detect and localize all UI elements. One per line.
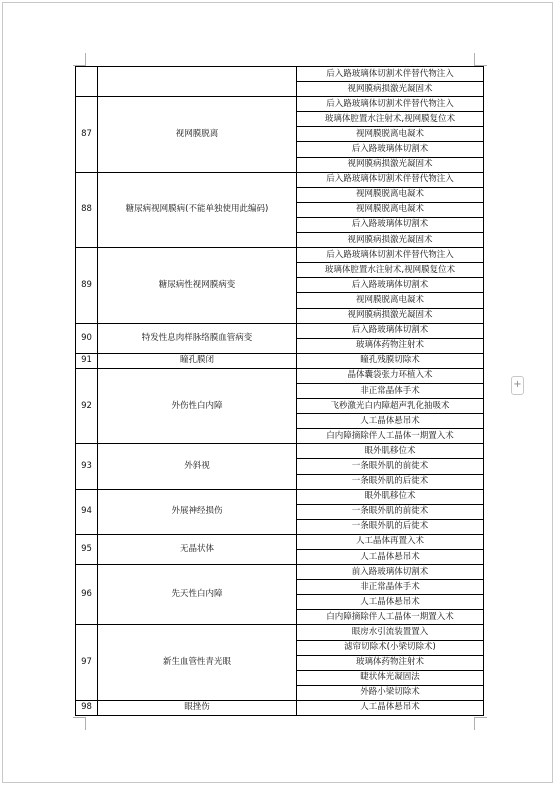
disease-name: 糖尿病性视网膜病变	[98, 248, 297, 323]
table-row	[76, 248, 484, 263]
procedure-name: 眼房水引流装置置入	[297, 625, 484, 640]
procedure-name: 玻璃体药物注射术	[297, 338, 484, 353]
procedure-name: 后入路玻璃体切割术	[297, 278, 484, 293]
procedure-name: 后入路玻璃体切割术	[297, 323, 484, 338]
procedure-name: 飞秒激光白内障超声乳化抽吸术	[297, 399, 484, 414]
disease-name: 外展神经损伤	[98, 489, 297, 534]
table-row	[76, 489, 484, 504]
procedure-name: 后入路玻璃体切割术	[297, 217, 484, 232]
table-row	[76, 625, 484, 640]
disease-name: 糖尿病视网膜病(不能单独使用此编码)	[98, 172, 297, 247]
table-row	[76, 172, 484, 187]
procedure-name: 视网膜脱离电凝术	[297, 202, 484, 217]
procedure-name: 后入路玻璃体切割术伴替代物注入	[297, 97, 484, 112]
disease-name: 视网膜脱离	[98, 97, 297, 172]
procedure-name: 视网膜脱离电凝术	[297, 127, 484, 142]
plus-icon[interactable]: +	[511, 376, 524, 395]
procedure-name: 视网膜病损激光凝固术	[297, 233, 484, 248]
procedure-name: 一条眼外肌的前徙术	[297, 459, 484, 474]
row-number: 93	[76, 444, 98, 489]
procedure-name: 眼外肌移位术	[297, 489, 484, 504]
disease-name: 无晶状体	[98, 534, 297, 564]
procedure-name: 玻璃体腔置水注射术,视网膜复位术	[297, 112, 484, 127]
row-number: 94	[76, 489, 98, 534]
row-number: 87	[76, 97, 98, 172]
row-number	[76, 67, 98, 97]
table-row	[76, 353, 484, 368]
table-row	[76, 97, 484, 112]
row-number: 97	[76, 625, 98, 700]
procedure-name: 视网膜病损激光凝固术	[297, 82, 484, 97]
procedure-name: 视网膜脱离电凝术	[297, 293, 484, 308]
procedure-name: 后入路玻璃体切割术伴替代物注入	[297, 172, 484, 187]
disease-name: 眼挫伤	[98, 700, 297, 715]
row-number: 88	[76, 172, 98, 247]
procedure-name: 人工晶体悬吊术	[297, 700, 484, 715]
table-row	[76, 368, 484, 383]
procedure-name: 一条眼外肌的前徙术	[297, 504, 484, 519]
procedure-name: 睫状体光凝固法	[297, 670, 484, 685]
disease-name: 特发性息肉样脉络膜血管病变	[98, 323, 297, 353]
procedure-name: 玻璃体药物注射术	[297, 655, 484, 670]
row-number: 89	[76, 248, 98, 323]
disease-name: 新生血管性青光眼	[98, 625, 297, 700]
table-row	[76, 67, 484, 82]
procedure-name: 前入路玻璃体切割术	[297, 565, 484, 580]
procedure-name: 白内障摘除伴人工晶体一期置入术	[297, 429, 484, 444]
row-number: 92	[76, 368, 98, 443]
procedure-name: 白内障摘除伴人工晶体一期置入术	[297, 610, 484, 625]
table-row	[76, 534, 484, 549]
procedure-name: 人工晶体悬吊术	[297, 414, 484, 429]
procedure-name: 人工晶体悬吊术	[297, 595, 484, 610]
procedure-table	[75, 66, 484, 716]
disease-name: 外伤性白内障	[98, 368, 297, 443]
procedure-name: 外路小梁切除术	[297, 685, 484, 700]
procedure-name: 滤帘切除术(小梁切除术)	[297, 640, 484, 655]
crop-mark-top-left	[73, 53, 86, 66]
procedure-name: 非正常晶体手术	[297, 580, 484, 595]
procedure-name: 视网膜脱离电凝术	[297, 187, 484, 202]
procedure-name: 非正常晶体手术	[297, 383, 484, 398]
row-number: 96	[76, 565, 98, 625]
row-number: 91	[76, 353, 98, 368]
row-number: 98	[76, 700, 98, 715]
crop-mark-top-right	[474, 53, 487, 66]
procedure-name: 一条眼外肌的后徙术	[297, 519, 484, 534]
table-row	[76, 323, 484, 338]
procedure-name: 眼外肌移位术	[297, 444, 484, 459]
procedure-name: 玻璃体腔置水注射术,视网膜复位术	[297, 263, 484, 278]
procedure-name: 后入路玻璃体切割术伴替代物注入	[297, 67, 484, 82]
procedure-name: 视网膜病损激光凝固术	[297, 308, 484, 323]
disease-name: 先天性白内障	[98, 565, 297, 625]
row-number: 90	[76, 323, 98, 353]
disease-name: 瞳孔膜闭	[98, 353, 297, 368]
row-number: 95	[76, 534, 98, 564]
crop-mark-bottom-left	[73, 717, 86, 730]
procedure-name: 后入路玻璃体切割术伴替代物注入	[297, 248, 484, 263]
procedure-name: 一条眼外肌的后徙术	[297, 474, 484, 489]
disease-name: 外斜视	[98, 444, 297, 489]
procedure-name: 人工晶体再置入术	[297, 534, 484, 549]
procedure-name: 后入路玻璃体切割术	[297, 142, 484, 157]
procedure-name: 瞳孔残膜切除术	[297, 353, 484, 368]
table-row	[76, 700, 484, 715]
procedure-name: 视网膜病损激光凝固术	[297, 157, 484, 172]
procedure-name: 人工晶体悬吊术	[297, 550, 484, 565]
disease-name	[98, 67, 297, 97]
table-row	[76, 565, 484, 580]
crop-mark-bottom-right	[474, 717, 487, 730]
procedure-name: 晶体囊袋张力环植入术	[297, 368, 484, 383]
table-row	[76, 444, 484, 459]
